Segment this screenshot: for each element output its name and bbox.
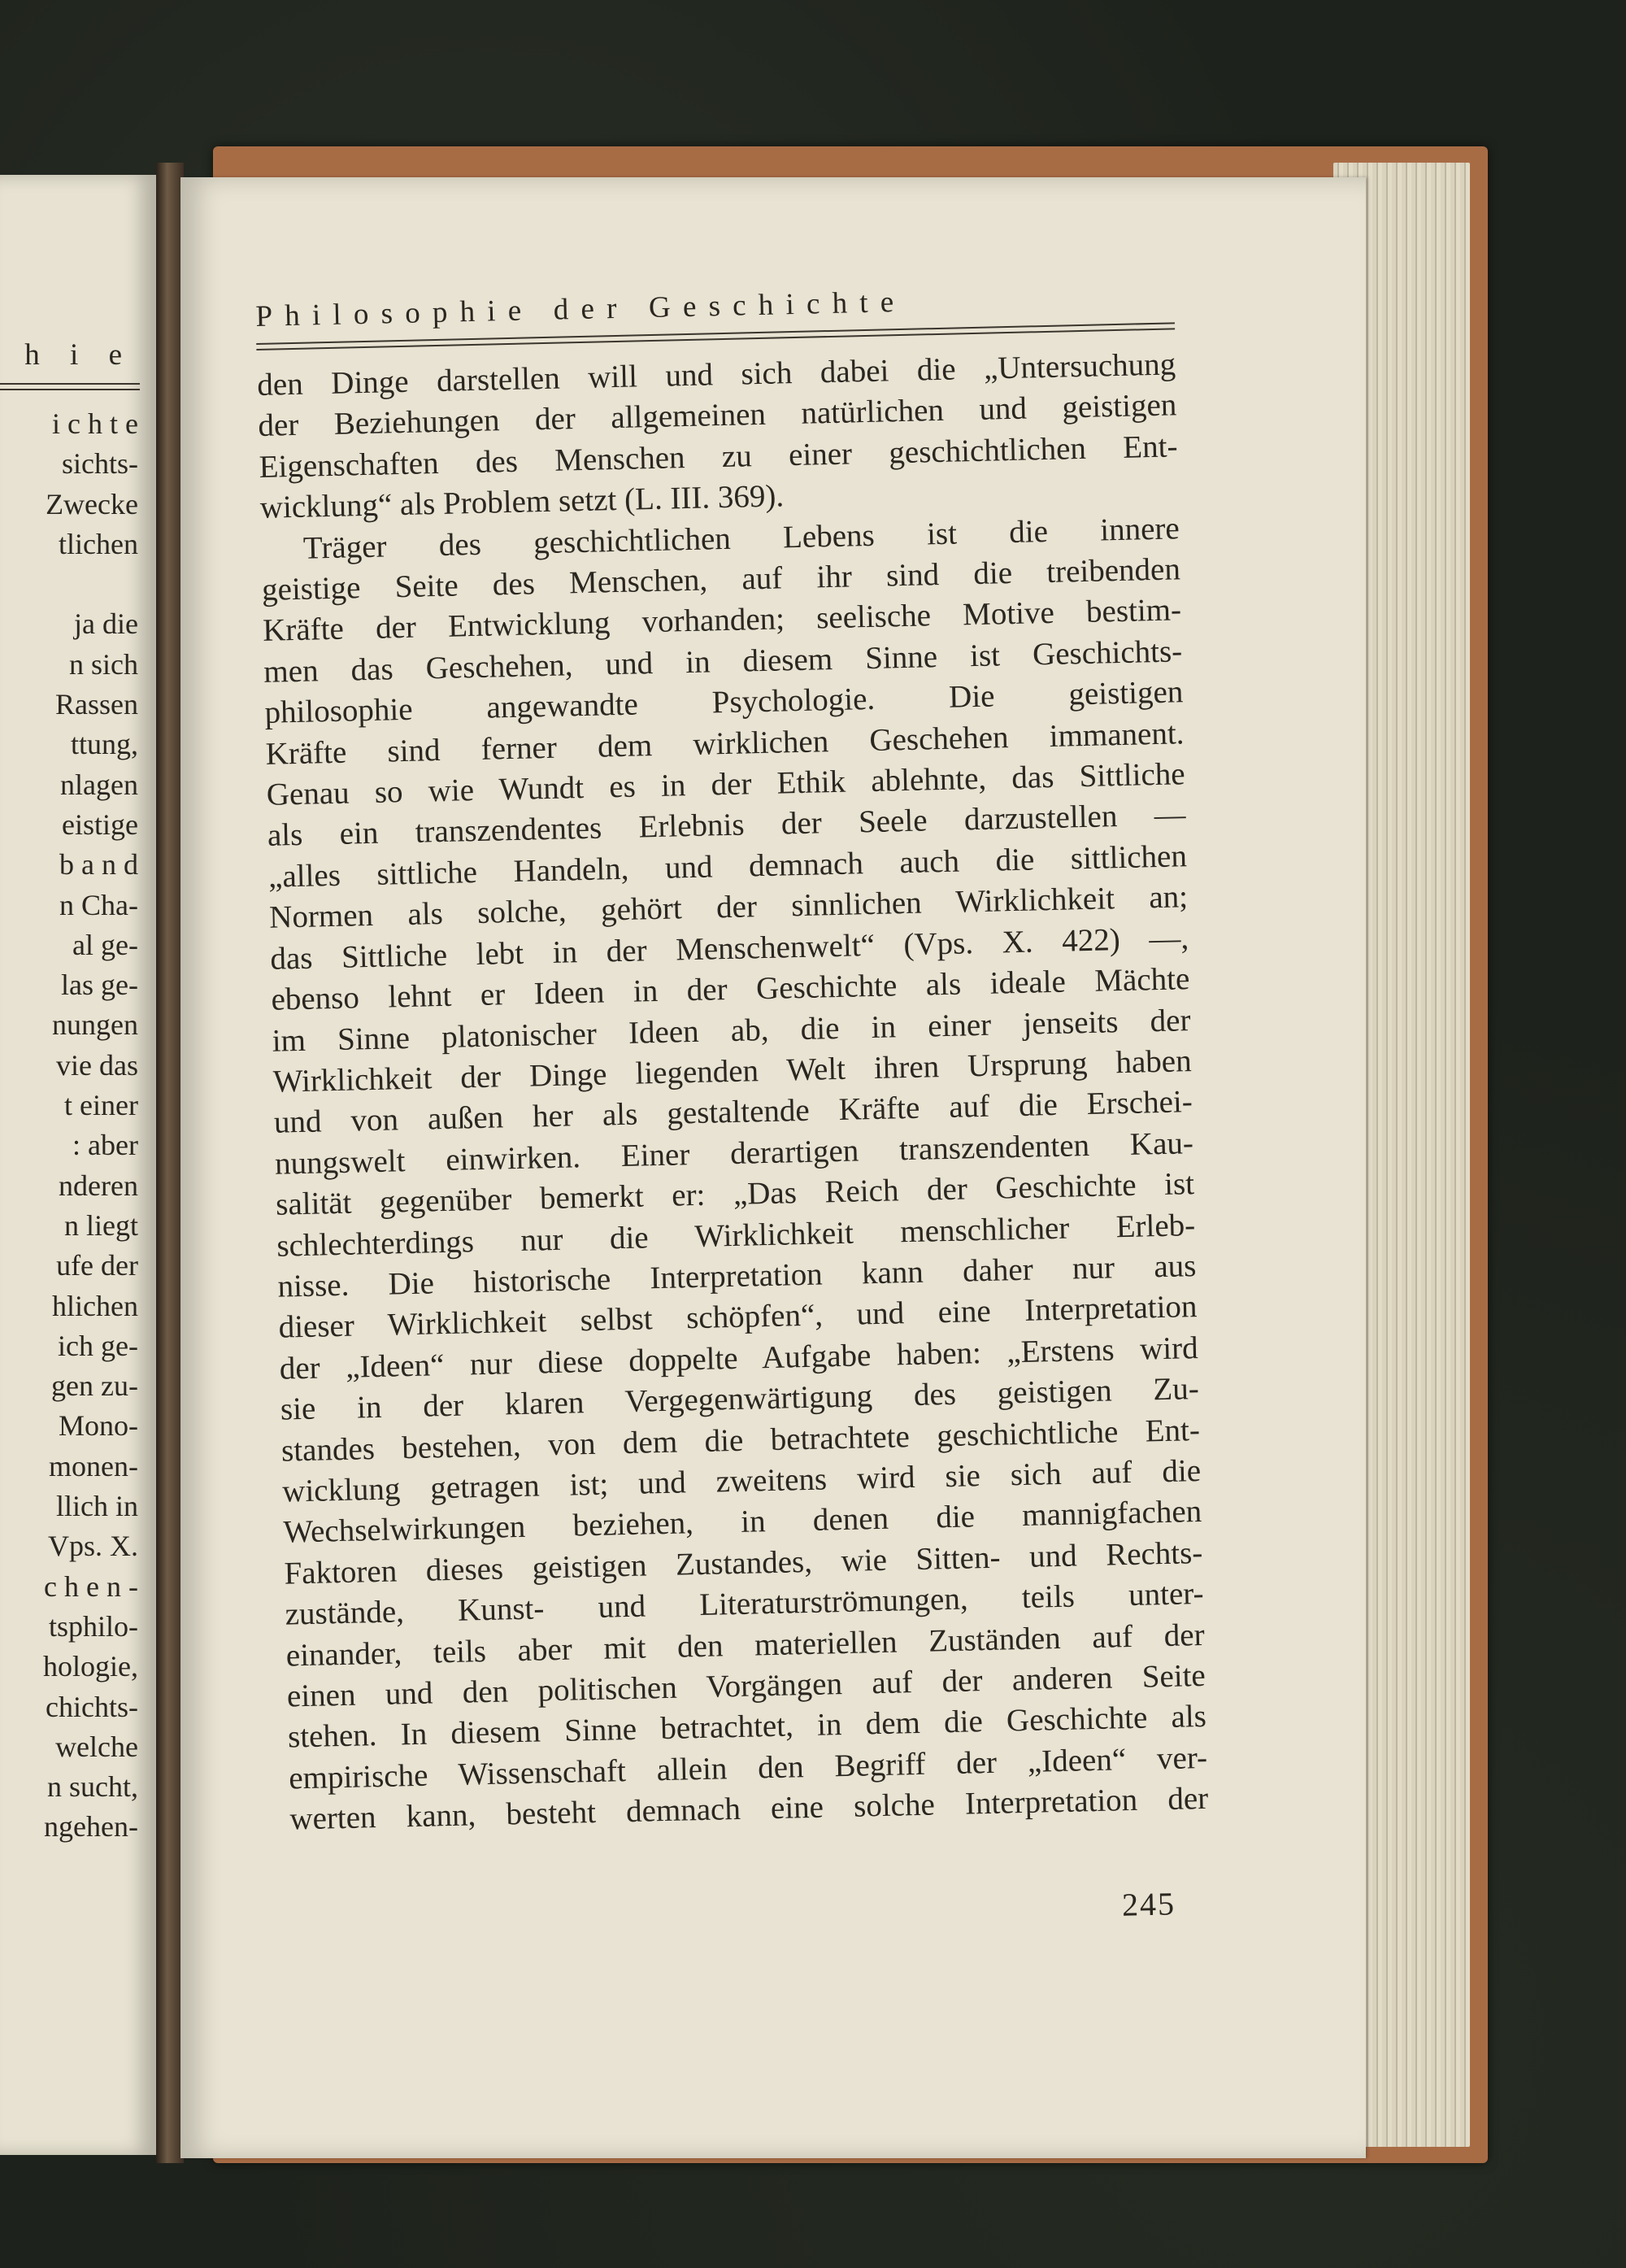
previous-page-line: n liegt — [64, 1208, 138, 1242]
previous-page-line: n sucht, — [47, 1770, 138, 1804]
previous-page-line: ich ge- — [58, 1329, 138, 1362]
previous-page-line: las ge- — [61, 969, 138, 1002]
text-line: schlechterdings nur die Wirklichkeit menschlicher Erleb- — [276, 1207, 1196, 1264]
previous-page-line — [0, 564, 138, 604]
text-line: Faktoren dieses geistigen Zustandes, wie Sitten- und Rechts- — [284, 1534, 1203, 1591]
text-line: der Beziehungen der allgemeinen natürlichen und geistigen — [258, 387, 1177, 444]
text-line: wicklung getragen ist; und zweitens wird sie sich auf die — [281, 1452, 1202, 1509]
previous-page-line: Zwecke — [46, 487, 138, 520]
text-line: Genau so wie Wundt es in der Ethik ablehnte, das Sittliche — [266, 756, 1186, 812]
previous-page-line: ja die — [74, 607, 138, 641]
previous-page-line: n sich — [69, 647, 138, 681]
text-line: standes bestehen, von dem die betrachtete geschichtliche Ent- — [280, 1412, 1201, 1469]
text-line: philosophie angewandte Psychologie. Die geistigen — [264, 674, 1184, 731]
previous-page-line: t einer — [64, 1089, 138, 1122]
previous-page-line: Mono- — [59, 1409, 138, 1443]
text-line: Kräfte sind ferner dem wirklichen Geschehen immanent. — [265, 715, 1185, 772]
previous-page-line: Rassen — [55, 688, 138, 721]
previous-page-line: llich in — [56, 1490, 138, 1523]
previous-page-line: ufe der — [56, 1249, 138, 1282]
previous-page-line: sichts- — [62, 447, 138, 481]
text-line: der „Ideen“ nur diese doppelte Aufgabe haben: „Erstens wird — [279, 1330, 1199, 1386]
previous-page-line: b a n d — [59, 848, 138, 882]
previous-page-line: ttung, — [70, 728, 138, 761]
previous-page-line: Vps. X. — [47, 1530, 138, 1563]
text-line: Eigenschaften des Menschen zu einer geschichtlichen Ent- — [259, 429, 1178, 485]
text-line: im Sinne platonischer Ideen ab, die in einer jenseits der — [272, 1002, 1191, 1059]
previous-page — [0, 175, 156, 2155]
previous-page-line: eistige — [62, 808, 138, 841]
text-line: dieser Wirklichkeit selbst schöpfen“, und eine Interpretation — [278, 1289, 1198, 1346]
previous-page-line: n Cha- — [59, 888, 138, 921]
previous-page-line: nderen — [59, 1169, 138, 1202]
previous-page-line: ngehen- — [44, 1810, 138, 1844]
text-line: den Dinge darstellen will und sich dabei die „Untersuchung — [256, 346, 1176, 403]
book-page — [180, 177, 1366, 2158]
body-text — [257, 344, 1209, 1840]
previous-page-line: : aber — [72, 1129, 138, 1162]
text-line: und von außen her als gestaltende Kräfte auf die Erschei- — [273, 1084, 1193, 1141]
text-line: Kräfte der Entwicklung vorhanden; seelische Motive bestim- — [262, 592, 1182, 649]
text-line: einen und den politischen Vorgängen auf der anderen Seite — [286, 1657, 1206, 1714]
previous-page-running-head: h i e — [24, 338, 133, 372]
previous-page-line: nlagen — [60, 768, 138, 801]
book-gutter — [156, 163, 184, 2163]
page-text-block — [255, 277, 1246, 1840]
text-line: als ein transzendentes Erlebnis der Seele darzustellen — — [267, 797, 1187, 854]
previous-page-line: vie das — [56, 1048, 138, 1082]
page-number: 245 — [1121, 1885, 1176, 1923]
text-line: werten kann, besteht demnach eine solche Interpretation der — [289, 1781, 1209, 1837]
previous-page-text — [0, 404, 138, 1848]
text-line: Wirklichkeit der Dinge liegenden Welt ihren Ursprung haben — [272, 1043, 1193, 1099]
previous-page-line: monen- — [49, 1449, 138, 1482]
previous-page-line: gen zu- — [51, 1369, 138, 1403]
previous-page-line: nungen — [52, 1008, 138, 1042]
text-line: das Sittliche lebt in der Menschenwelt“ (Vps. X. 422) —, — [269, 920, 1189, 977]
text-line: Normen als solche, gehört der sinnlichen Wirklichkeit an; — [268, 879, 1189, 936]
text-line: stehen. In diesem Sinne betrachtet, in dem die Geschichte als — [287, 1699, 1207, 1755]
text-line: Wechselwirkungen beziehen, in denen die mannigfachen — [282, 1494, 1202, 1550]
text-line: „alles sittliche Handeln, und demnach auch die sittlichen — [267, 838, 1188, 895]
previous-page-line: c h e n - — [44, 1569, 138, 1603]
previous-page-line: hologie, — [43, 1650, 138, 1683]
previous-page-line: tsphilo- — [48, 1609, 138, 1643]
text-line: salität gegenüber bemerkt er: „Das Reich der Geschichte ist — [275, 1166, 1195, 1222]
previous-page-line: i c h t e — [52, 407, 138, 440]
text-line: sie in der klaren Vergegenwärtigung des geistigen Zu- — [280, 1371, 1200, 1427]
running-head: Philosophie der Geschichte — [255, 285, 906, 333]
text-line: men das Geschehen, und in diesem Sinne ist Geschichts- — [263, 633, 1183, 690]
text-line: geistige Seite des Menschen, auf ihr sind die treibenden — [261, 551, 1181, 607]
text-line: zustände, Kunst- und Literaturströmungen, teils unter- — [285, 1576, 1204, 1632]
previous-page-line: welche — [55, 1730, 138, 1763]
text-line: empirische Wissenschaft allein den Begriff der „Ideen“ ver- — [288, 1739, 1208, 1796]
text-line: nungswelt einwirken. Einer derartigen transzendenten Kau- — [274, 1125, 1194, 1182]
text-line: nisse. Die historische Interpretation kann daher nur aus — [277, 1247, 1197, 1304]
text-line: einander, teils aber mit den materiellen Zuständen auf der — [285, 1617, 1206, 1674]
text-line: ebenso lehnt er Ideen in der Geschichte als ideale Mächte — [271, 961, 1190, 1017]
previous-page-line: chichts- — [46, 1690, 138, 1723]
previous-page-line: tlichen — [59, 527, 138, 560]
previous-page-head-rule — [0, 383, 140, 390]
previous-page-line: hlichen — [52, 1289, 138, 1322]
text-line: Träger des geschichtlichen Lebens ist die innere — [302, 510, 1180, 566]
text-line: wicklung“ als Problem setzt (L. III. 369). — [259, 478, 785, 526]
previous-page-line: al ge- — [72, 928, 138, 961]
